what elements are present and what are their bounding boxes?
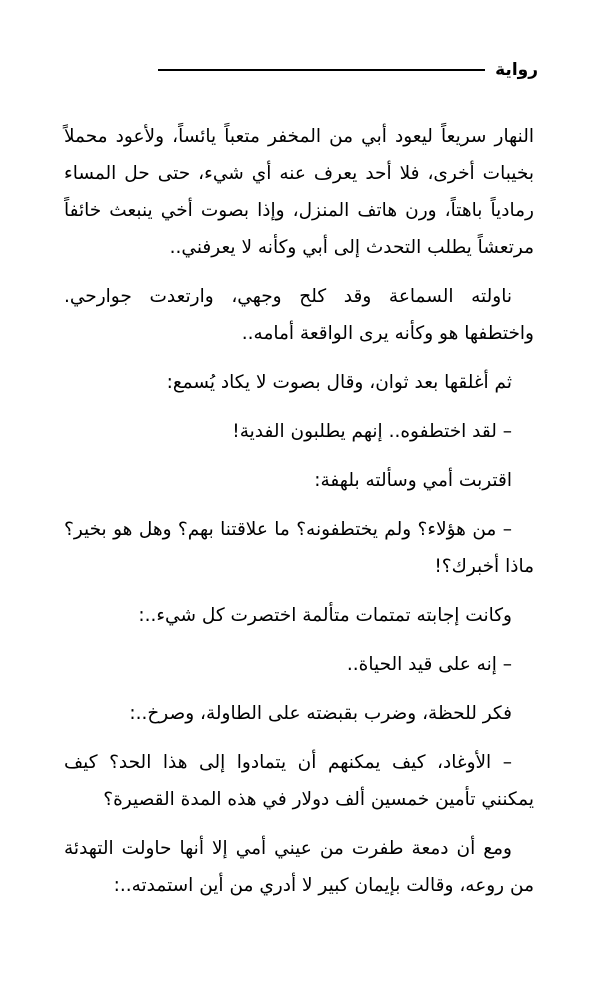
paragraph: النهار سريعاً ليعود أبي من المخفر متعباً يائساً، ولأعود محملاً بخيبات أخرى، فلا أحد يعرف عنه أي شيء، حتى حل المساء رمادياً باهتاً، ورن هاتف المنزل، وإذا بصوت أخي ينبعث خائفاً مرتعشاً يطلب التحدث إلى أبي وكأنه لا يعرفني.. (64, 126, 534, 258)
paragraph: اقتربت أمي وسألته بلهفة: (314, 470, 512, 491)
dialogue-line: – لقد اختطفوه.. إنهم يطلبون الفدية! (232, 421, 512, 442)
dialogue-line: – الأوغاد، كيف يمكنهم أن يتمادوا إلى هذا الحد؟ كيف يمكنني تأمين خمسين ألف دولار في هذه المدة القصيرة؟ (64, 752, 534, 810)
paragraph: ثم أغلقها بعد ثوان، وقال بصوت لا يكاد يُسمع: (166, 372, 512, 393)
paragraph: ومع أن دمعة طفرت من عيني أمي إلا أنها حاولت التهدئة من روعه، وقالت بإيمان كبير لا أدري من أين استمدته..: (64, 838, 534, 896)
header-rule (158, 69, 485, 71)
paragraph: وكانت إجابته تمتمات متألمة اختصرت كل شيء..: (138, 605, 512, 626)
dialogue-line: – إنه على قيد الحياة.. (346, 654, 512, 675)
paragraph: ناولته السماعة وقد كلح وجهي، وارتعدت جوارحي. واختطفها هو وكأنه يرى الواقعة أمامه.. (64, 286, 534, 344)
dialogue-line: – من هؤلاء؟ ولم يختطفونه؟ ما علاقتنا بهم؟ وهل هو بخير؟ ماذا أخبرك؟! (64, 519, 534, 577)
page-header (158, 58, 538, 82)
body-text (64, 118, 534, 904)
paragraph: فكر للحظة، وضرب بقبضته على الطاولة، وصرخ..: (129, 703, 512, 724)
section-label: رواية (495, 60, 538, 80)
